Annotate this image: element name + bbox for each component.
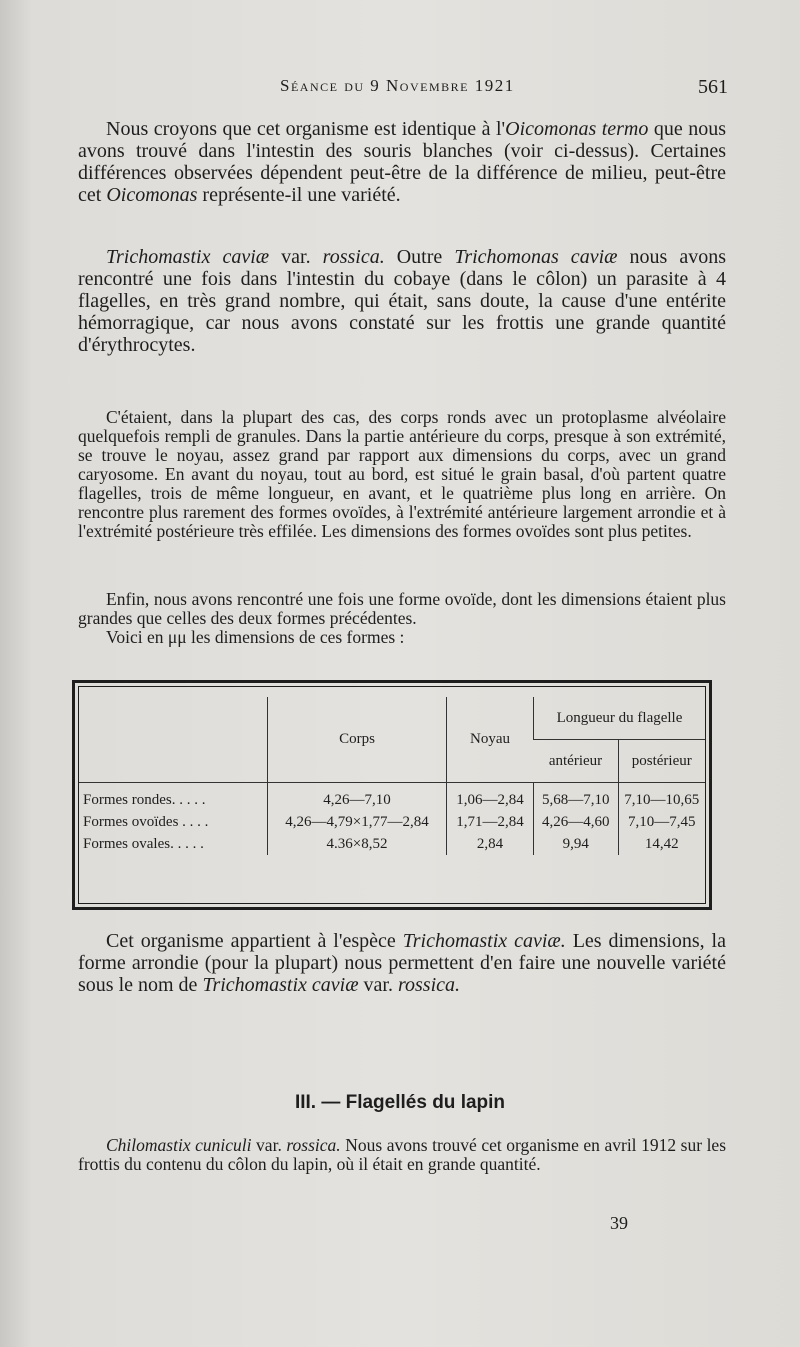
header-anterieur: antérieur [534,740,619,783]
paragraph-enfin: Enfin, nous avons rencontré une fois une forme ovoïde, dont les dimensions étaient plus grandes que celles des deux formes précédentes. Voici en μμ les dimensions de ces formes : [78,589,726,647]
table-row: Formes ovoïdes . . . . 4,26—4,79×1,77—2,84 1,71—2,84 4,26—4,60 7,10—7,45 [79,811,705,833]
header-corps: Corps [268,697,447,783]
table-row: Formes ovales. . . . . 4.36×8,52 2,84 9,94 14,42 [79,833,705,855]
running-title: Séance du 9 Novembre 1921 [280,76,515,95]
empty-header [79,697,268,783]
page-header [0,72,800,102]
header-posterieur: postérieur [618,740,705,783]
header-noyau: Noyau [447,697,534,783]
table-row: Formes rondes. . . . . 4,26—7,10 1,06—2,84 5,68—7,10 7,10—10,65 [79,783,705,812]
paragraph-chilomastix: Chilomastix cuniculi var. rossica. Nous avons trouvé cet organisme en avril 1912 sur les frottis du contenu du côlon du lapin, où il était en grande quantité. [78,1135,727,1174]
page-number: 561 [698,76,728,98]
dimensions-table [72,680,712,910]
section-heading: III. — Flagellés du lapin [294,1092,506,1113]
paragraph-oicomonas: Nous croyons que cet organisme est identique à l'Oicomonas termo que nous avons trouvé dans l'intestin des souris blanches (voir ci-dessus). Certaines différences observées dépendent peut-être de la différence de milieu, peut-être cet Oicomonas représente-il une variété. [78,118,726,206]
paragraph-trichomastix: Trichomastix caviæ var. rossica. Outre Trichomonas caviæ nous avons rencontré une fois dans l'intestin du cobaye (dans le côlon) un parasite à 4 flagelles, en très grand nombre, qui était, sans doute, la cause d'une entérite hémorragique, car nous avons constaté sur les frottis une grande quantité d'érythrocytes. [78,246,726,356]
paragraph-conclusion: Cet organisme appartient à l'espèce Trichomastix caviæ. Les dimensions, la forme arrondie (pour la plupart) nous permettent d'en faire une nouvelle variété sous le nom de Trichomastix caviæ var. rossica. [78,930,726,996]
signature-mark: 39 [610,1213,628,1233]
paragraph-description: C'étaient, dans la plupart des cas, des corps ronds avec un protoplasme alvéolaire quelquefois rempli de granules. Dans la partie antérieure du corps, presque à son extrémité, se trouve le noyau, assez grand par rapport aux dimensions du corps, avec un grand caryosome. En avant du noyau, tout au bord, est situé le grain basal, d'où partent quatre flagelles, trois de même longueur, en avant, et le quatrième plus long en arrière. On rencontre plus rarement des formes ovoïdes, à l'extrémité antérieure largement arrondie et à l'extrémité postérieure très effilée. Les dimensions des formes ovoïdes sont plus petites. [78,407,726,541]
header-flagelle: Longueur du flagelle [534,697,706,740]
